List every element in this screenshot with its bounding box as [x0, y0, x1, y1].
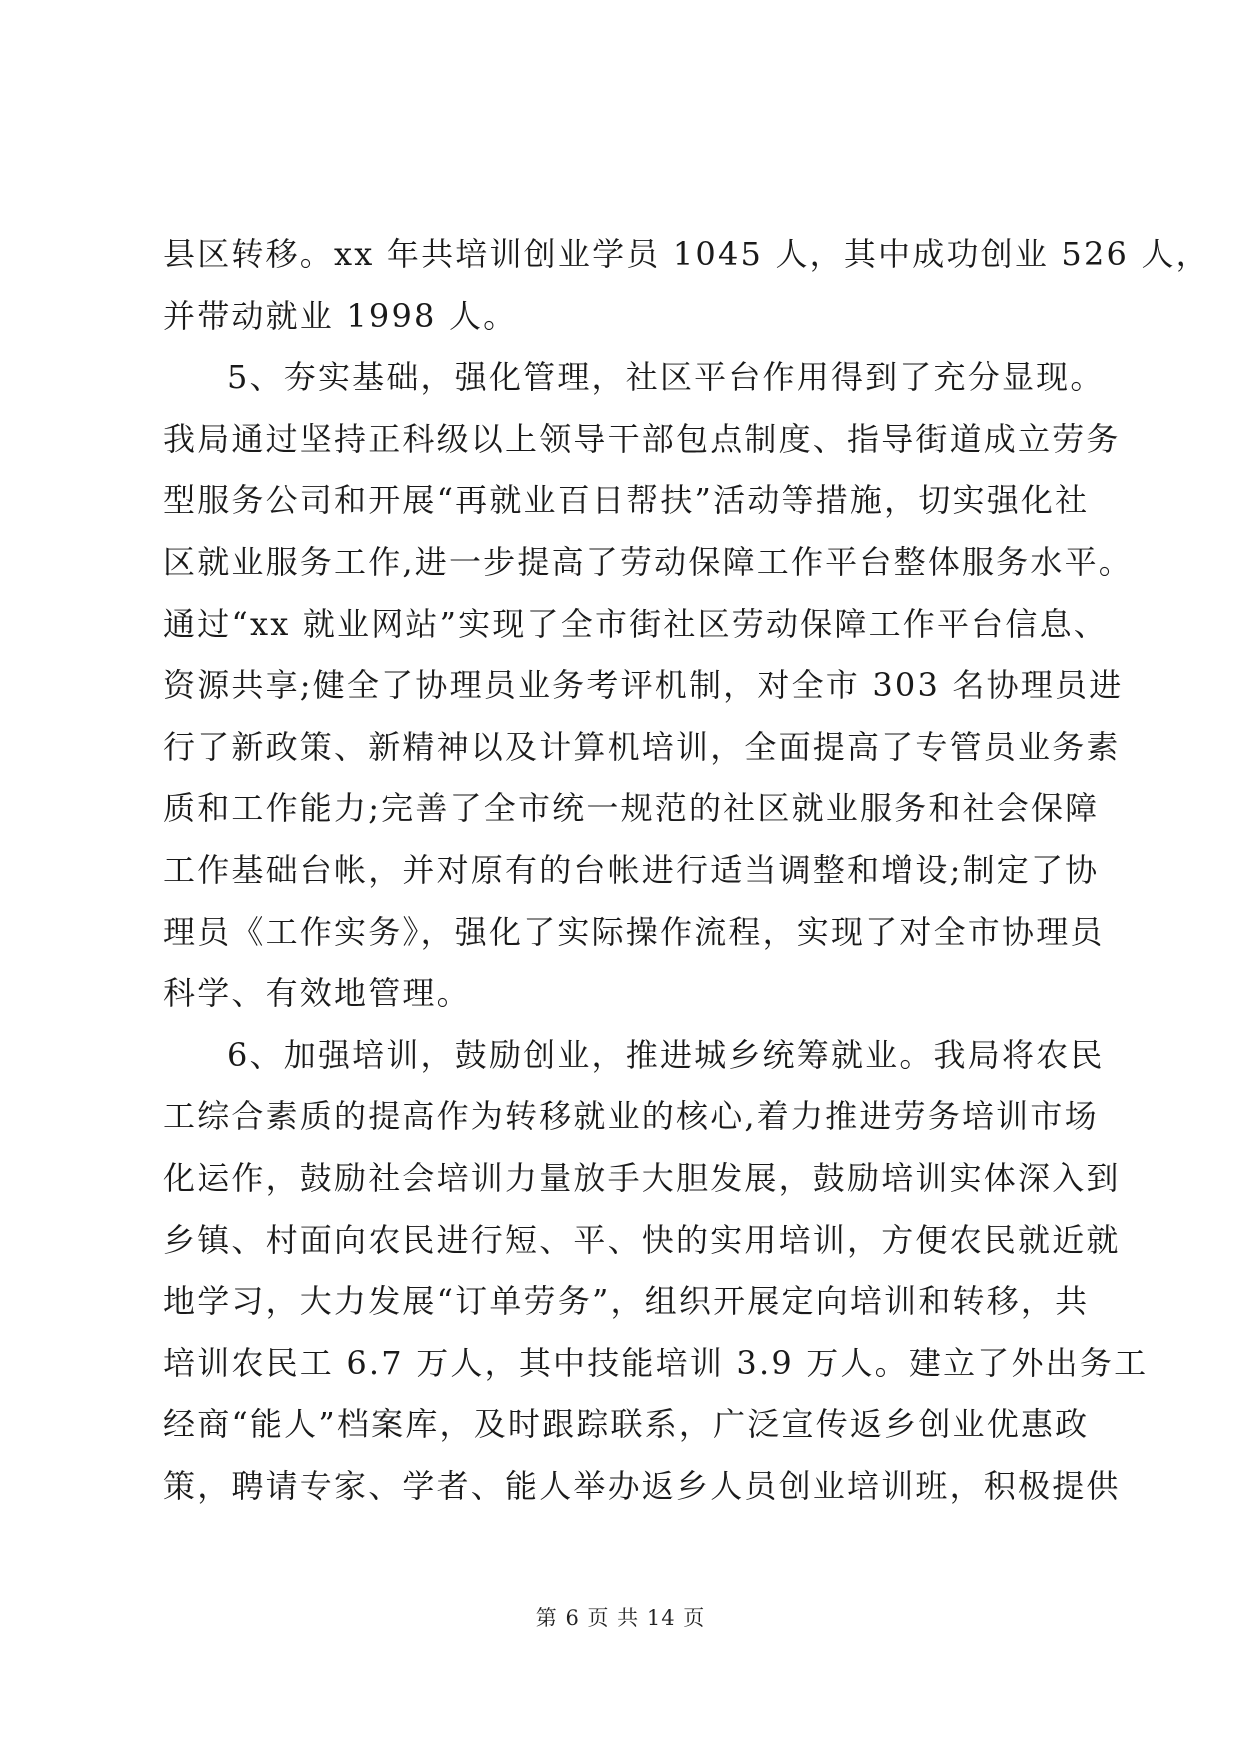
text-line: 培训农民工 6.7 万人，其中技能培训 3.9 万人。建立了外出务工	[163, 1343, 1149, 1382]
text-line: 资源共享;健全了协理员业务考评机制，对全市 303 名协理员进	[163, 666, 1124, 705]
text-line: 通过“xx 就业网站”实现了全市街社区劳动保障工作平台信息、	[163, 604, 1108, 643]
text-line: 质和工作能力;完善了全市统一规范的社区就业服务和社会保障	[163, 789, 1100, 828]
text-line: 工综合素质的提高作为转移就业的核心,着力推进劳务培训市场	[163, 1097, 1099, 1136]
text-line: 县区转移。xx 年共培训创业学员 1045 人，其中成功创业 526 人，	[163, 235, 1210, 273]
text-line: 5、夯实基础，强化管理，社区平台作用得到了充分显现。	[227, 358, 1105, 397]
paragraph-6	[163, 1025, 1149, 1518]
text-line: 6、加强培训，鼓励创业，推进城乡统筹就业。我局将农民	[227, 1035, 1105, 1074]
text-line: 并带动就业 1998 人。	[163, 296, 518, 335]
text-line: 理员《工作实务》，强化了实际操作流程，实现了对全市协理员	[163, 912, 1105, 951]
paragraph-4-tail	[163, 224, 1210, 347]
text-line: 策，聘请专家、学者、能人举办返乡人员创业培训班，积极提供	[163, 1466, 1121, 1505]
text-line: 行了新政策、新精神以及计算机培训，全面提高了专管员业务素	[163, 727, 1121, 766]
text-line: 地学习，大力发展“订单劳务”，组织开展定向培训和转移，共	[163, 1282, 1090, 1321]
text-line: 经商“能人”档案库，及时跟踪联系，广泛宣传返乡创业优惠政	[163, 1405, 1090, 1444]
text-line: 科学、有效地管理。	[163, 974, 471, 1013]
text-line: 乡镇、村面向农民进行短、平、快的实用培训，方便农民就近就	[163, 1220, 1121, 1259]
paragraph-5	[163, 347, 1133, 1025]
body-text	[163, 224, 1210, 1517]
page-number-footer: 第 6 页 共 14 页	[535, 1606, 706, 1630]
text-line: 型服务公司和开展“再就业百日帮扶”活动等措施，切实强化社	[163, 481, 1090, 520]
text-line: 化运作，鼓励社会培训力量放手大胆发展，鼓励培训实体深入到	[163, 1158, 1121, 1197]
text-line: 我局通过坚持正科级以上领导干部包点制度、指导街道成立劳务	[163, 419, 1121, 458]
text-line: 区就业服务工作,进一步提高了劳动保障工作平台整体服务水平。	[163, 542, 1133, 581]
text-line: 工作基础台帐，并对原有的台帐进行适当调整和增设;制定了协	[163, 850, 1100, 889]
